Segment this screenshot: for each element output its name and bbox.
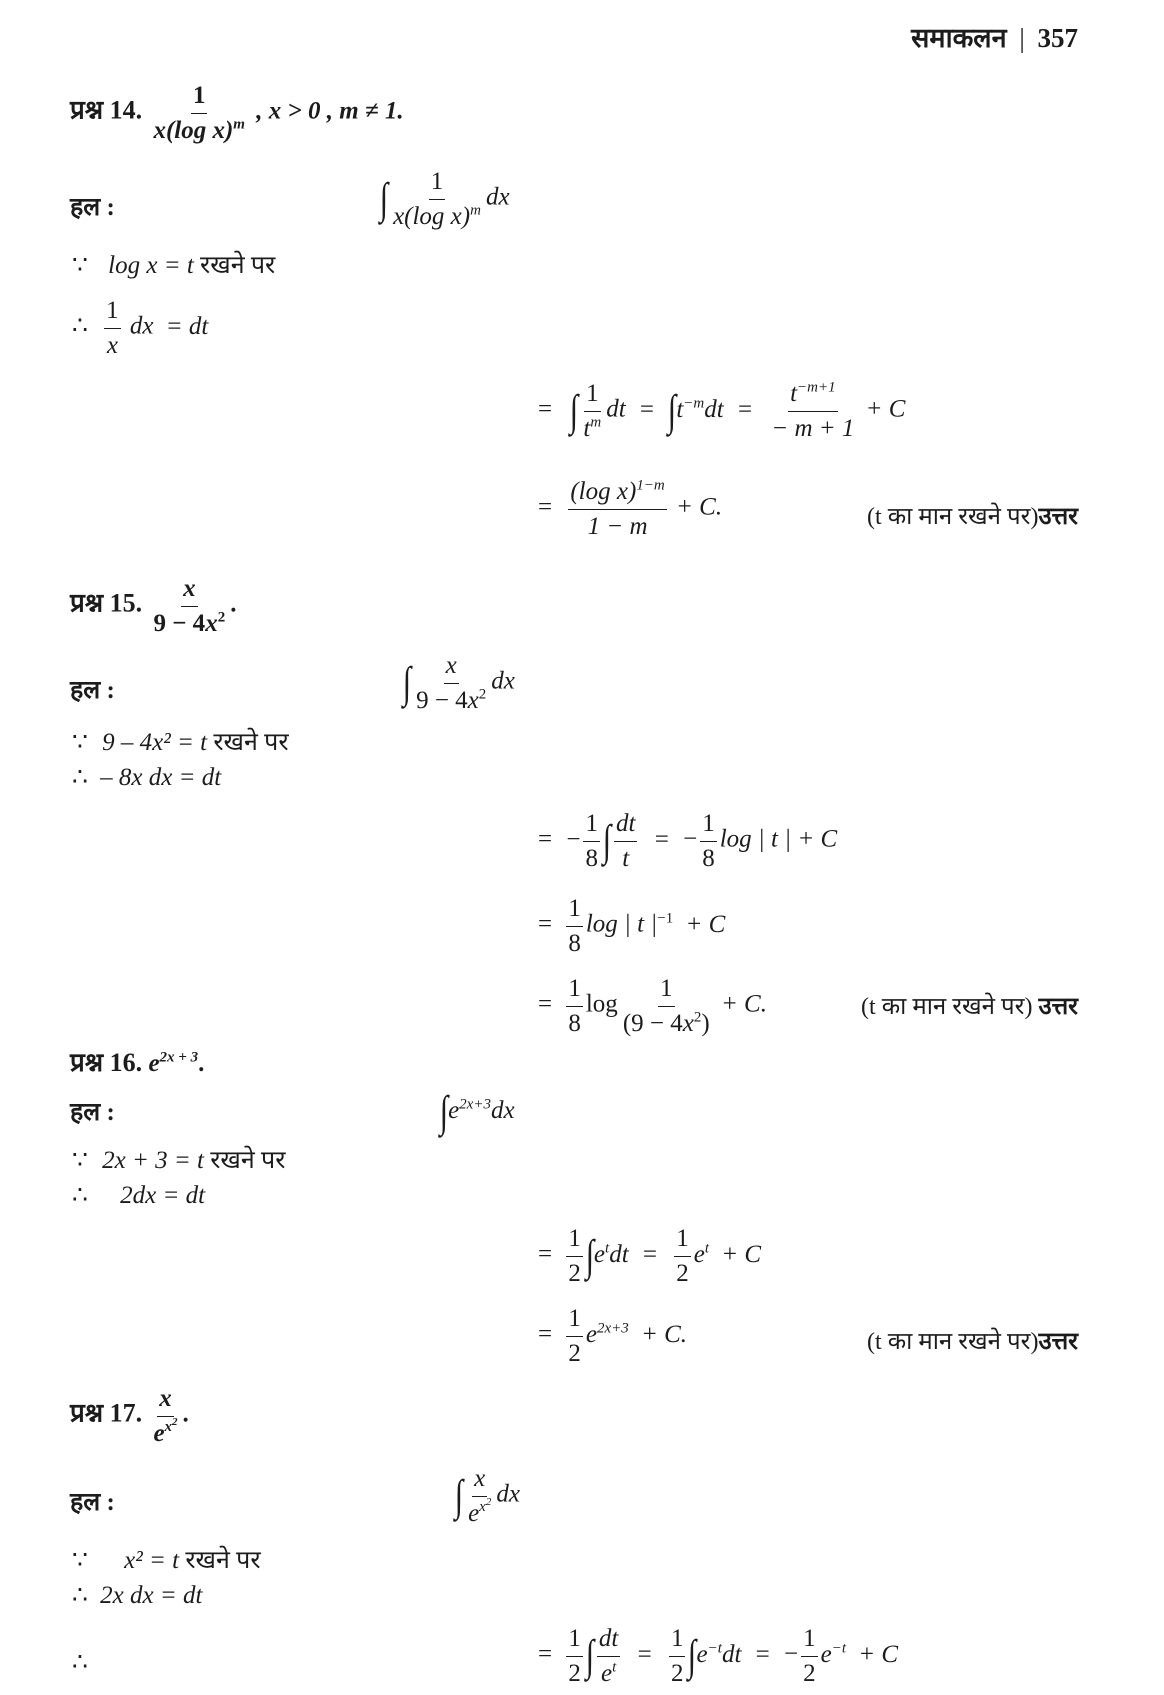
q14-solution-label: हल : (70, 194, 115, 221)
q14-note: (t का मान रखने पर) (867, 504, 1039, 530)
page-number: 357 (1037, 23, 1078, 53)
q15-sub-text: रखने पर (213, 729, 289, 756)
q17-step-1: = $\frac{1}{2}$ ∫ $\frac{dt}{e^t}$ = $\frac{1}{2}$ $\int e^{-t}dt$ = − $\frac{1}{2}$ $e^{-t} + C$ (538, 1625, 899, 1687)
q16-step2-plus: + C. (641, 1320, 688, 1348)
q15-step-1: = − $\frac{1}{8}$ ∫ $\frac{dt}{t}$ = − $\frac{1}{8}$ log | t | + C (538, 810, 838, 872)
q14-differential: ∴ $\frac{1}{x}$ dx = dt (72, 297, 209, 359)
q17-diff: 2x dx = dt (100, 1582, 203, 1609)
q15-diff: – 8x dx = dt (100, 764, 222, 791)
q16-expr: e (148, 1050, 160, 1077)
q14-integral: ∫ $\frac{1}{x(\log x)^m}$ dx (379, 168, 510, 230)
q14-condition: , x > 0 , m ≠ 1. (256, 97, 404, 125)
q17-differential (72, 1583, 202, 1608)
q14-sub-text: रखने पर (200, 252, 276, 279)
question-17-label: प्रश्न 17. (70, 1398, 143, 1428)
q15-step-2: = $\frac{1}{8}$ log | t $|^{-1} + C$ (538, 895, 726, 957)
therefore-symbol: ∴ (72, 1582, 88, 1609)
question-15: प्रश्न 15. $\frac{x}{9 - 4x^2}$ . (70, 575, 237, 637)
q16-expr-sup: 2x + 3 (159, 1049, 199, 1066)
q15-step2-tail: log | t | (585, 910, 658, 938)
therefore-symbol: ∴ (72, 1182, 88, 1209)
q16-answer: उत्तर (1038, 1329, 1078, 1355)
q15-solution-label: हल : (70, 677, 115, 704)
q16-note: (t का मान रखने पर) (867, 1329, 1039, 1355)
q14-answer: उत्तर (1038, 504, 1078, 530)
q16-substitution (72, 1148, 285, 1173)
q16-answer-note (867, 1330, 1078, 1354)
q15-fraction: $\frac{x}{9 - 4x^2}$ (153, 575, 226, 637)
q16-step-1: = $\frac{1}{2}$ $\int e^tdt$ = $\frac{1}{2}$ $e^t + C$ (538, 1225, 762, 1287)
chapter-title: समाकलन (911, 23, 1007, 53)
q15-step-3: = $\frac{1}{8}$ log $\frac{1}{(9 - 4x^2)}$ + C. (538, 975, 767, 1037)
q14-diff-rhs: = dt (165, 312, 209, 340)
q16-diff: 2dx = dt (120, 1182, 206, 1209)
q16-step1-plus: + C (721, 1240, 762, 1268)
header-separator: | (1019, 23, 1025, 53)
q16-differential (72, 1183, 205, 1208)
q15-step3-plus: + C. (720, 990, 767, 1018)
since-symbol: ∵ (72, 729, 88, 756)
q15-step2-plus: + C (685, 910, 726, 938)
q14-step-1: = ∫ $\frac{1}{t^m}$ dt = $\int t^{-m}dt$ = $\frac{t^{-m+1}}{- m + 1}$ + C (538, 379, 906, 442)
page-header (911, 25, 1078, 52)
since-symbol: ∵ (72, 252, 88, 279)
q17-step1-plus: + C (858, 1640, 899, 1668)
q14-substitution (72, 253, 275, 278)
q14-sub-expr: log x = t (108, 252, 194, 279)
question-16: प्रश्न 16. $e^{2x + 3}$. (70, 1048, 205, 1077)
q17-sub-text: रखने पर (185, 1547, 261, 1574)
question-14-label: प्रश्न 14. (70, 95, 143, 125)
since-symbol: ∵ (72, 1147, 88, 1174)
q16-integral: $\int e^{2x+3}dx$ (439, 1087, 515, 1136)
q17-integral: ∫ $\frac{x}{e^{x^2}}$ dx (454, 1465, 520, 1527)
q15-differential (72, 765, 221, 790)
q15-step1-tail: log | t | + C (719, 825, 838, 853)
q16-step-2: = $\frac{1}{2}$ $e^{2x+3} + C$. (538, 1305, 688, 1367)
q14-step1-plus: + C (865, 395, 906, 423)
q17-fraction: $\frac{x}{e^{x^2}}$ (153, 1385, 178, 1447)
question-17: प्रश्न 17. $\frac{x}{e^{x^2}}$ . (70, 1385, 189, 1447)
q15-note: (t का मान रखने पर) (861, 994, 1033, 1020)
q17-therefore-line: ∴ (72, 1649, 88, 1676)
q16-sub-expr: 2x + 3 = t (102, 1147, 204, 1174)
q15-answer-note (861, 995, 1078, 1019)
q14-answer-note (867, 505, 1078, 529)
q15-answer: उत्तर (1038, 994, 1078, 1020)
therefore-symbol: ∴ (72, 764, 88, 791)
q17-substitution (72, 1548, 261, 1573)
q14-fraction: $\frac{1}{x(\log x)^m}$ (153, 82, 245, 144)
q17-sub-expr: x² = t (124, 1547, 180, 1574)
question-16-label: प्रश्न 16. (70, 1048, 143, 1077)
q15-integral: ∫ $\frac{x}{9 - 4x^2}$ dx (402, 652, 515, 714)
q14-step-2: = $\frac{(\log x)^{1-m}}{1 - m}$ + C. (538, 477, 723, 540)
question-15-label: प्रश्न 15. (70, 588, 143, 618)
since-symbol: ∵ (72, 1547, 88, 1574)
q14-step2-plus: + C. (676, 493, 723, 521)
q15-sub-expr: 9 – 4x² = t (102, 729, 208, 756)
q16-solution-label: हल : (70, 1099, 115, 1126)
therefore-symbol: ∴ (72, 312, 88, 340)
question-14 (70, 82, 404, 144)
q16-sub-text: रखने पर (210, 1147, 286, 1174)
q15-substitution (72, 730, 289, 755)
q17-solution-label: हल : (70, 1489, 115, 1516)
